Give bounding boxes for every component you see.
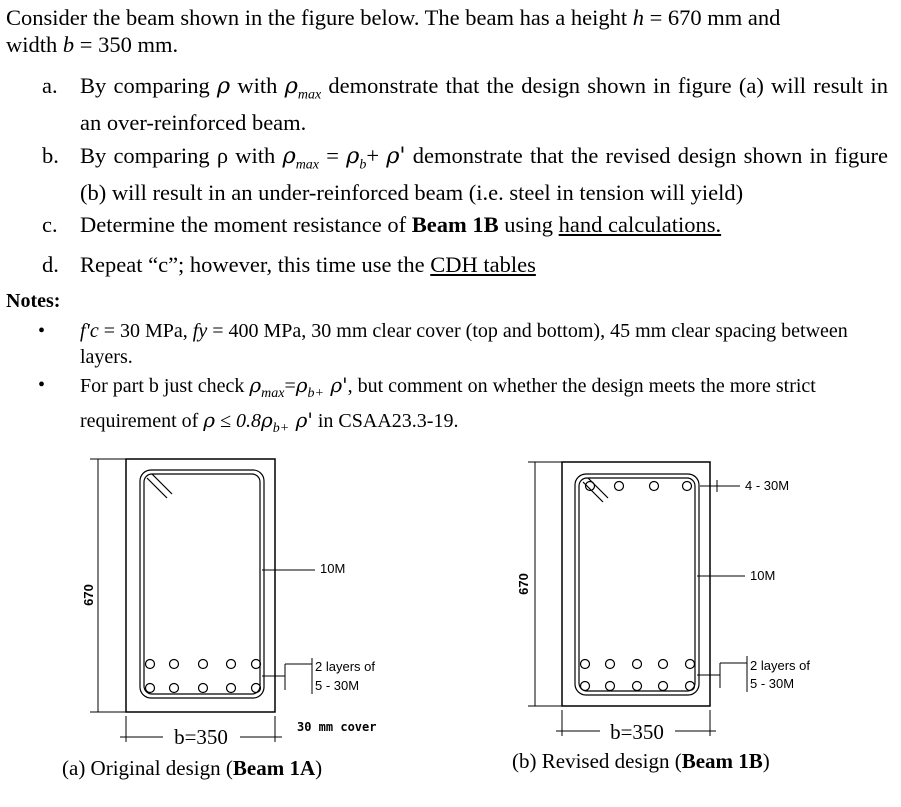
question-label: a.	[42, 73, 58, 98]
underlined-method: CDH tables	[430, 252, 536, 277]
bullet-icon: •	[38, 374, 46, 396]
caption-figure-a	[62, 756, 322, 781]
bars-label-2: 5 - 30M	[750, 676, 795, 691]
width-label: b=350	[610, 720, 664, 744]
height-symbol: h	[632, 5, 644, 30]
b-subscript: b+	[272, 421, 290, 436]
rho-max-symbol: ρ	[284, 73, 298, 99]
figure-b	[528, 462, 747, 736]
bars-label-1: 2 layers of	[750, 658, 810, 673]
question-text: By comparing	[80, 143, 217, 168]
top-rebar	[683, 482, 692, 491]
stirrup-label: 10M	[750, 568, 776, 583]
rebar	[633, 660, 642, 669]
note-text: For part b just check	[80, 375, 250, 397]
rho-b-symbol: ρ	[346, 143, 360, 169]
equals-sign: =	[319, 143, 347, 168]
caption-beam-name: Beam 1B	[681, 749, 763, 773]
note-text: , but comment on whether the design meets the more strict requirement of	[80, 375, 816, 432]
note-text: = 30 MPa,	[98, 320, 193, 342]
rho-max-symbol: ρ	[282, 143, 296, 169]
rebar	[686, 682, 695, 691]
rebar	[686, 660, 695, 669]
width-value: = 350 mm.	[74, 32, 179, 57]
height-label: 670	[81, 584, 96, 606]
beam-section-outline	[126, 459, 275, 712]
question-text: By comparing	[80, 73, 217, 98]
question-text: demonstrate that the design shown in figure (a) will result in an over-reinforced beam.	[80, 73, 888, 135]
rebar	[227, 684, 236, 693]
caption-beam-name: Beam 1A	[232, 756, 316, 780]
note-text: = 400 MPa, 30 mm clear cover (top and bottom), 45 mm clear spacing between layers.	[80, 320, 848, 368]
question-label: b.	[42, 143, 59, 168]
figure-a	[90, 459, 315, 742]
rebar	[170, 660, 179, 669]
beam-name: Beam 1B	[411, 212, 499, 237]
caption-text: )	[315, 756, 323, 780]
cover-label: 30 mm cover	[297, 720, 377, 734]
max-subscript: max	[261, 386, 285, 401]
rho-b-symbol: ρ	[295, 373, 308, 397]
caption-text: )	[762, 749, 770, 773]
intro-text: Consider the beam shown in the figure below. The beam has a height	[6, 5, 633, 30]
rebar	[606, 660, 615, 669]
stirrup-hook	[152, 474, 172, 494]
question-text: Repeat “c”; however, this time use the	[80, 252, 431, 277]
bars-label-1: 2 layers of	[315, 659, 375, 674]
bars-label-2: 5 - 30M	[315, 678, 360, 693]
height-value: = 670 mm and	[643, 5, 781, 30]
question-text: demonstrate that the revised design shown in figure (b) will result in an under-reinforced beam (i.e. steel in tension will yield)	[80, 143, 888, 205]
rebar	[581, 660, 590, 669]
equals-sign: =	[284, 375, 296, 397]
plus-sign: +	[366, 143, 387, 168]
question-text: with	[228, 143, 283, 168]
stirrup-label: 10M	[320, 561, 346, 576]
rho-max-symbol: ρ	[249, 373, 262, 397]
height-label: 670	[516, 573, 531, 595]
notes-heading: Notes:	[6, 290, 61, 312]
top-bars-label: 4 - 30M	[745, 478, 790, 493]
stirrup	[575, 474, 699, 695]
rebar	[146, 660, 155, 669]
rebar	[606, 682, 615, 691]
rebar	[252, 660, 261, 669]
b-subscript: b+	[307, 386, 324, 401]
underlined-method: hand calculations.	[558, 212, 722, 237]
rho-prime-symbol: ρ'	[386, 143, 406, 169]
top-rebar	[650, 482, 659, 491]
width-label: b=350	[174, 725, 228, 749]
fc-symbol: f'c	[80, 320, 99, 342]
note-text: in CSAA23.3-19.	[312, 410, 459, 432]
rho-symbol: ρ	[216, 143, 229, 168]
max-subscript: max	[295, 157, 320, 173]
width-symbol: b	[62, 32, 75, 57]
intro-text-2: width	[6, 32, 63, 57]
caption-figure-b	[512, 749, 770, 774]
rebar	[659, 660, 668, 669]
rho-prime-symbol: ρ'	[324, 373, 348, 397]
b-subscript: b	[359, 157, 367, 173]
question-label: c.	[42, 212, 58, 237]
rho-symbol: ρ	[216, 73, 231, 99]
stirrup	[140, 470, 264, 698]
stirrup-inner	[144, 474, 260, 694]
beam-section-outline	[562, 462, 710, 706]
rebar	[199, 684, 208, 693]
question-text: Determine the moment resistance of	[80, 212, 412, 237]
caption-text: (a) Original design (	[62, 756, 233, 780]
rho-b-symbol: ρ	[261, 408, 273, 432]
rebar	[227, 660, 236, 669]
stirrup-hook	[147, 478, 167, 498]
caption-text: (b) Revised design (	[512, 749, 682, 773]
max-subscript: max	[297, 87, 322, 103]
question-text: with	[230, 73, 285, 98]
rebar	[633, 682, 642, 691]
rebar	[581, 682, 590, 691]
rebar	[146, 684, 155, 693]
top-rebar	[615, 482, 624, 491]
rho-prime-symbol: ρ'	[289, 408, 313, 432]
rebar	[199, 660, 208, 669]
rebar	[170, 684, 179, 693]
bullet-icon: •	[38, 320, 46, 342]
question-label: d.	[42, 252, 59, 277]
question-text: using	[498, 212, 559, 237]
le-expression: ≤ 0.8	[215, 410, 262, 432]
rho-symbol: ρ	[203, 408, 216, 432]
rebar	[659, 682, 668, 691]
fy-symbol: fy	[192, 320, 208, 342]
